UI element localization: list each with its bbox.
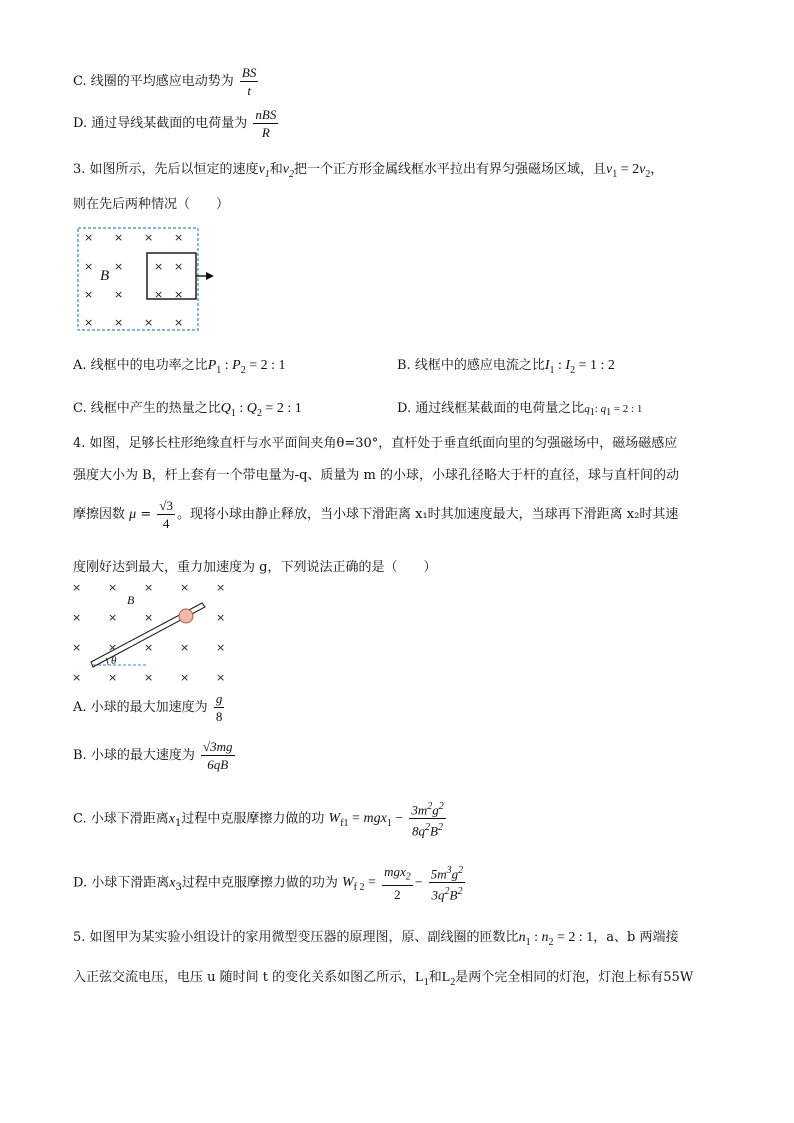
q3-stem-line2: 则在先后两种情况（ ） — [73, 197, 230, 212]
svg-text:×: × — [154, 288, 164, 301]
stem-text: 如图所示，先后以恒定的速度 — [89, 162, 259, 177]
q3-option-b: B. 线框中的感应电流之比$I_1$ : $I_2 = 1$ : 2 — [397, 358, 615, 376]
svg-text:×: × — [174, 316, 184, 329]
q4-stem-line2: 强度大小为 B，杆上套有一个带电量为-q、质量为 m 的小球，小球孔径略大于杆的直径，球与直杆间的动 — [73, 468, 679, 483]
svg-text:×: × — [174, 288, 184, 301]
svg-text:×: × — [114, 288, 124, 301]
q3-stem-line1: 3. 如图所示，先后以恒定的速度$v_1$和$v_2$把一个正方形金属线框水平拉出有界匀强磁场区域，且$v_1 = 2v_2$， — [73, 162, 664, 180]
svg-text:×: × — [216, 671, 226, 684]
svg-text:×: × — [144, 231, 154, 244]
q3-option-d: D. 通过线框某截面的电荷量之比$q_1$: $q_1 = 2$ : 1 — [397, 401, 643, 419]
svg-text:×: × — [108, 671, 118, 684]
field-crosses — [84, 231, 183, 329]
q3-figure — [76, 226, 226, 332]
svg-text:×: × — [72, 641, 82, 654]
stem-text: 把一个正方形金属线框水平拉出有界匀强磁场区域，且 — [294, 162, 607, 177]
q5-stem-line2: 入正弦交流电压，电压 u 随时间 t 的变化关系如图乙所示，$L_1$和$L_2$是两个完全相同的灯泡，灯泡上标有55W — [73, 970, 694, 988]
svg-text:×: × — [72, 671, 82, 684]
option-label: D. — [73, 116, 88, 131]
svg-text:×: × — [114, 231, 124, 244]
svg-text:×: × — [72, 581, 82, 594]
svg-text:×: × — [84, 288, 94, 301]
angle-label: θ — [111, 655, 117, 667]
svg-text:×: × — [154, 260, 164, 273]
svg-text:×: × — [216, 641, 226, 654]
q4-option-b: B. 小球的最大速度为 $\frac{√3mg}{6qB}$ — [73, 739, 233, 772]
svg-text:×: × — [180, 671, 190, 684]
svg-text:×: × — [84, 231, 94, 244]
svg-text:×: × — [144, 641, 154, 654]
q4-stem-line1: 4. 如图，足够长柱形绝缘直杆与水平面间夹角θ=30°，直杆处于垂直纸面向里的匀强磁场中，磁场磁感应 — [73, 436, 678, 451]
svg-text:×: × — [174, 231, 184, 244]
charged-ball — [179, 609, 193, 623]
svg-text:×: × — [174, 260, 184, 273]
svg-text:×: × — [114, 316, 124, 329]
svg-text:×: × — [180, 641, 190, 654]
field-label: B — [100, 268, 110, 284]
stem-text: 和 — [269, 162, 283, 177]
q4-stem-line4: 度刚好达到最大，重力加速度为 g，下列说法正确的是（ ） — [73, 560, 437, 575]
arrow-head — [206, 272, 214, 280]
svg-text:×: × — [144, 671, 154, 684]
q3-option-c: C. 线框中产生的热量之比$Q_1$ : $Q_2 = 2$ : 1 — [73, 401, 302, 419]
svg-text:×: × — [216, 581, 226, 594]
svg-text:×: × — [108, 611, 118, 624]
option-c-prev — [73, 64, 260, 99]
q3-option-a: A. 线框中的电功率之比$P_1$ : $P_2 = 2$ : 1 — [73, 358, 286, 376]
fraction: $\frac{BS}{t}$ — [241, 65, 257, 98]
q4-option-a: A. 小球的最大加速度为 $\frac{g}{8}$ — [73, 691, 223, 724]
fraction: $\frac{\text{nBS}}{R}$ — [255, 107, 277, 140]
field-label: B — [127, 593, 135, 607]
q5-stem-line1: 5. 如图甲为某实验小组设计的家用微型变压器的原理图，原、副线圈的匝数比$n_1$ : $n_2 = 2$ : 1，a、b 两端接 — [73, 930, 679, 948]
question-number: 3. — [73, 162, 86, 177]
svg-text:×: × — [144, 316, 154, 329]
svg-text:×: × — [216, 611, 226, 624]
q4-figure — [66, 576, 236, 686]
svg-text:×: × — [72, 611, 82, 624]
option-label: C. — [73, 74, 87, 89]
q4-option-c: C. 小球下滑距离$x_1$过程中克服摩擦力做的功 $W_{f1} = mgx_1$ − $\frac{3m^2g^2}{8q^2B^2}$ — [73, 798, 448, 840]
option-text: 通过导线某截面的电荷量为 — [91, 116, 248, 131]
svg-text:×: × — [114, 260, 124, 273]
option-text: 线圈的平均感应电动势为 — [90, 74, 234, 89]
q4-option-d: D. 小球下滑距离$x_3$过程中克服摩擦力做的功为 $W_{f 2}$ = $\frac{mgx_2}{2}$ − $\frac{5m^3g^2}{3q^2B^2}$ — [73, 863, 464, 903]
svg-text:×: × — [84, 316, 94, 329]
option-d-prev — [73, 106, 280, 141]
svg-text:×: × — [180, 581, 190, 594]
svg-text:×: × — [108, 581, 118, 594]
svg-text:×: × — [144, 581, 154, 594]
q4-stem-line3: 摩擦因数 μ = $\frac{√3}{4}$ 。现将小球由静止释放，当小球下滑距离 x₁时其加速度最大，当球再下滑距离 x₂时其速 — [73, 498, 679, 531]
svg-text:×: × — [144, 611, 154, 624]
svg-text:×: × — [84, 260, 94, 273]
svg-text:×: × — [108, 641, 118, 654]
